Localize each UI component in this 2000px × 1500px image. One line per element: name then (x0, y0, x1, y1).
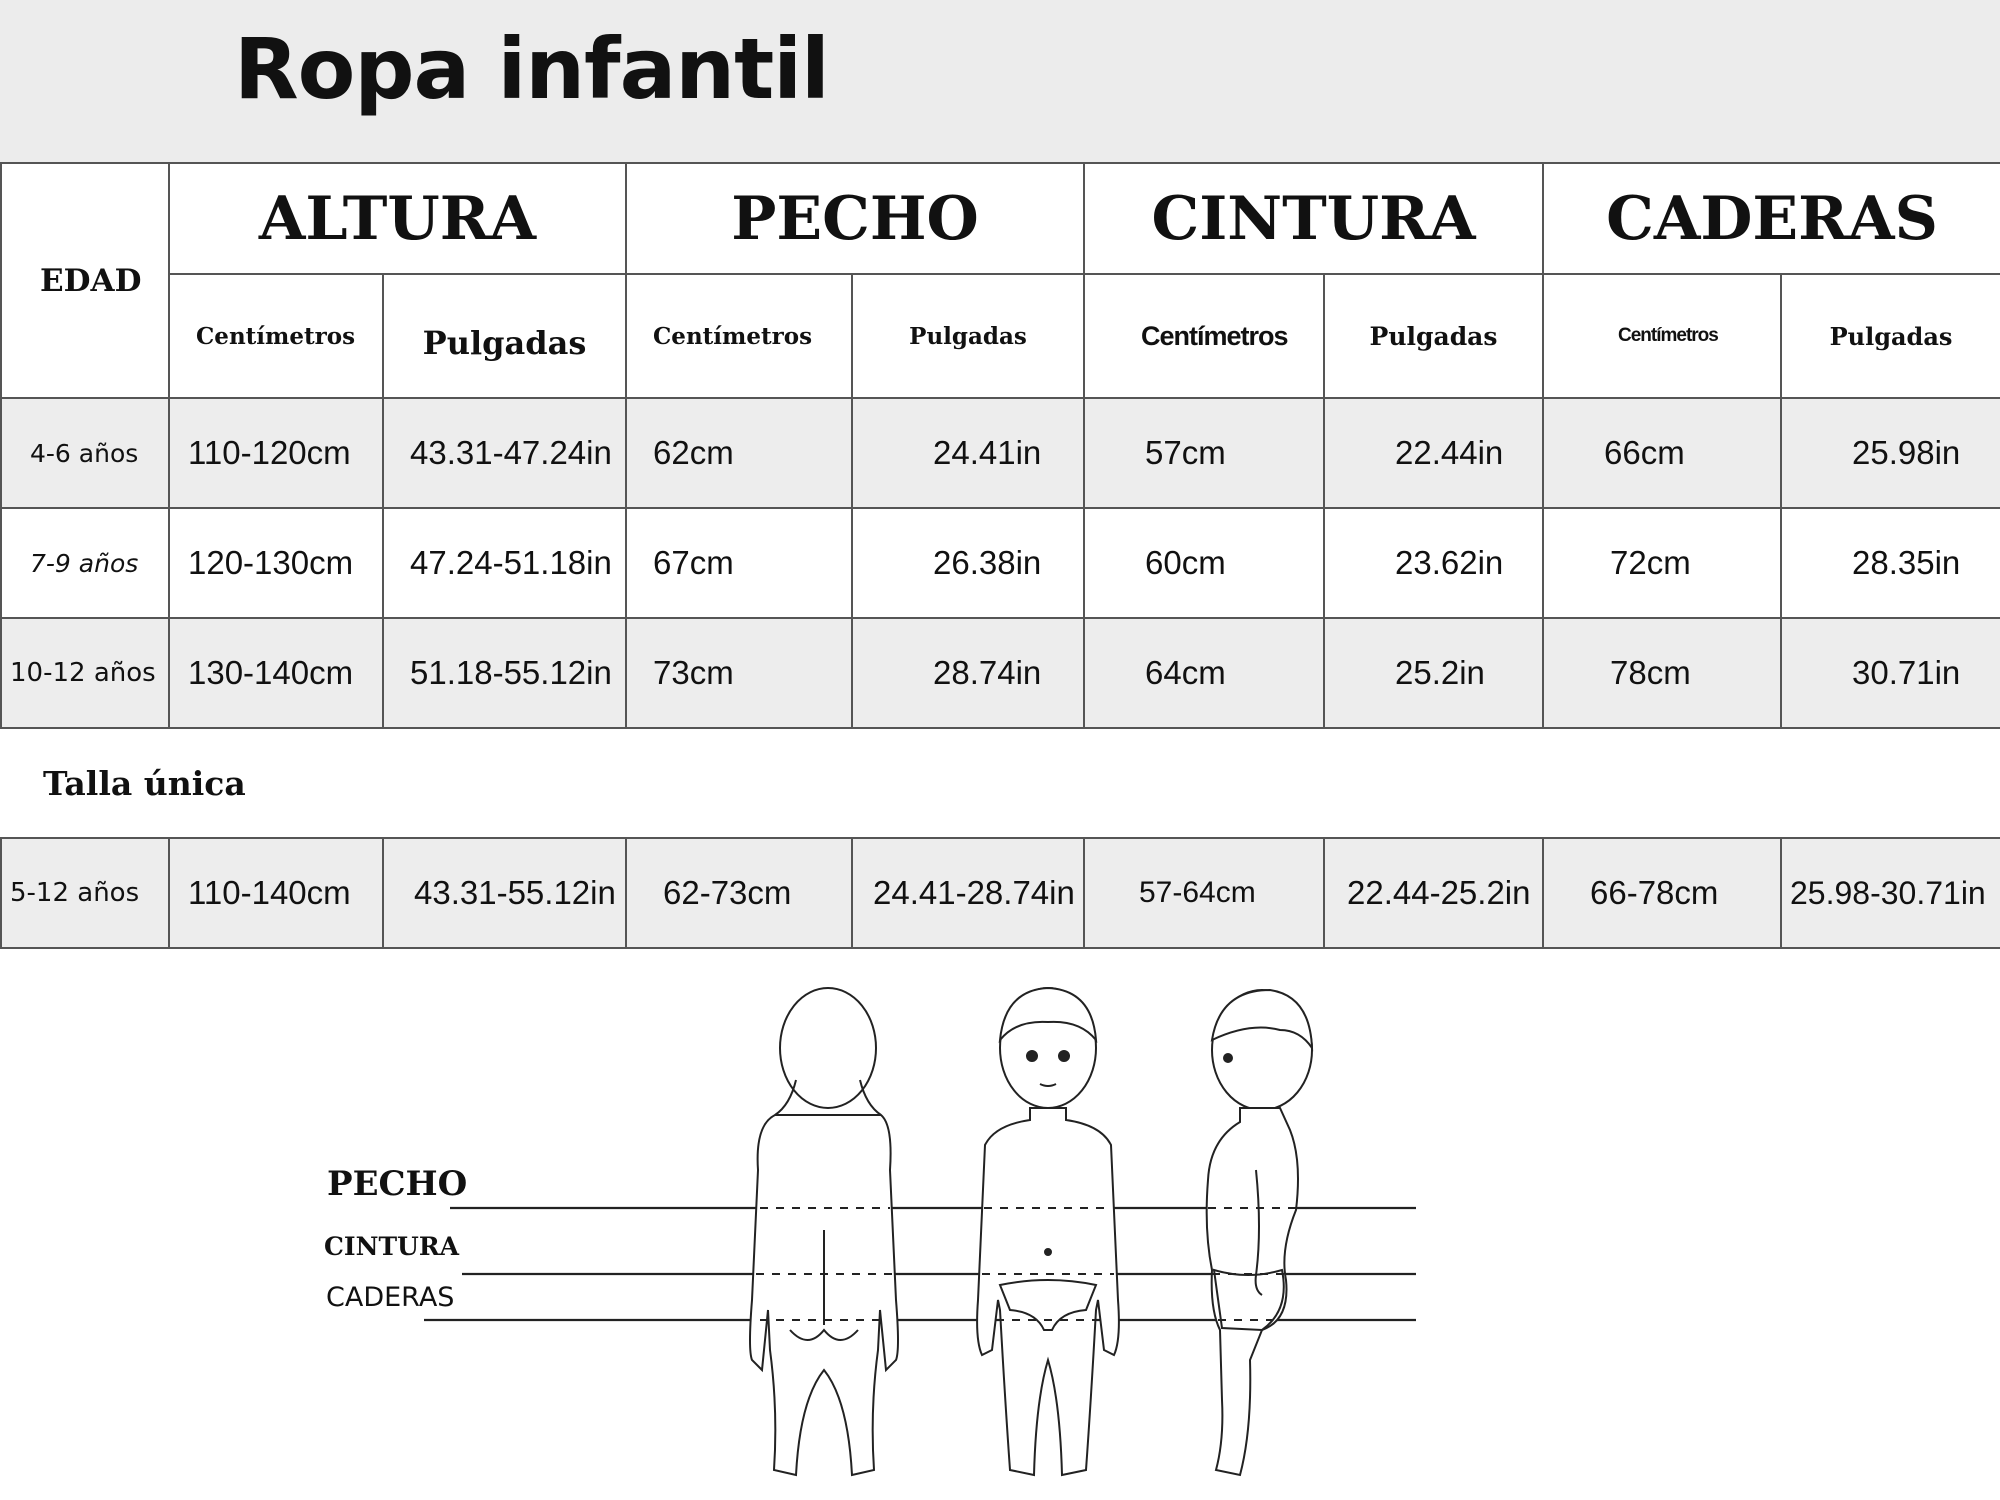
value-cell: 24.41-28.74in (852, 838, 1084, 948)
value-cell: 28.74in (852, 618, 1084, 728)
value-cell: 57-64cm (1084, 838, 1324, 948)
age-cell: 4-6 años (1, 398, 169, 508)
measurement-diagram (0, 930, 2000, 1500)
caderas-in-subheader: Pulgadas (1781, 274, 2000, 398)
single-size-label-row (1, 728, 2000, 838)
caderas-cm-subheader: Centímetros (1543, 274, 1781, 398)
table-row (1, 618, 2000, 728)
value-cell: 57cm (1084, 398, 1324, 508)
value-cell: 66cm (1543, 398, 1781, 508)
caderas-header: CADERAS (1543, 163, 2000, 274)
size-chart-table (0, 162, 2000, 949)
value-cell: 43.31-47.24in (383, 398, 626, 508)
age-cell: 7-9 años (1, 508, 169, 618)
altura-cm-subheader: Centímetros (169, 274, 383, 398)
table-row (1, 398, 2000, 508)
cintura-cm-subheader: Centímetros (1084, 274, 1324, 398)
value-cell: 110-140cm (169, 838, 383, 948)
pecho-label: PECHO (327, 1164, 468, 1204)
value-cell: 73cm (626, 618, 852, 728)
altura-header: ALTURA (169, 163, 626, 274)
age-cell: 10-12 años (1, 618, 169, 728)
value-cell: 30.71in (1781, 618, 2000, 728)
value-cell: 51.18-55.12in (383, 618, 626, 728)
caderas-label: CADERAS (326, 1282, 455, 1313)
value-cell: 25.98-30.71in (1781, 838, 2000, 948)
single-size-label: Talla única (1, 728, 2000, 838)
value-cell: 25.98in (1781, 398, 2000, 508)
table-row (1, 508, 2000, 618)
value-cell: 120-130cm (169, 508, 383, 618)
value-cell: 62cm (626, 398, 852, 508)
value-cell: 26.38in (852, 508, 1084, 618)
pecho-in-subheader: Pulgadas (852, 274, 1084, 398)
child-side-view (1207, 990, 1312, 1475)
cintura-in-subheader: Pulgadas (1324, 274, 1543, 398)
page-title: Ropa infantil (234, 20, 829, 118)
value-cell: 24.41in (852, 398, 1084, 508)
child-front-view (977, 988, 1119, 1475)
cintura-label: CINTURA (324, 1232, 460, 1261)
pecho-cm-subheader: Centímetros (626, 274, 852, 398)
value-cell: 22.44-25.2in (1324, 838, 1543, 948)
value-cell: 23.62in (1324, 508, 1543, 618)
altura-in-subheader: Pulgadas (383, 274, 626, 398)
child-back-view (750, 988, 898, 1475)
pecho-header: PECHO (626, 163, 1084, 274)
value-cell: 72cm (1543, 508, 1781, 618)
value-cell: 64cm (1084, 618, 1324, 728)
value-cell: 22.44in (1324, 398, 1543, 508)
value-cell: 130-140cm (169, 618, 383, 728)
cintura-header: CINTURA (1084, 163, 1543, 274)
children-illustration (0, 930, 2000, 1500)
age-cell: 5-12 años (1, 838, 169, 948)
value-cell: 67cm (626, 508, 852, 618)
value-cell: 110-120cm (169, 398, 383, 508)
edad-header: EDAD (1, 163, 169, 398)
value-cell: 28.35in (1781, 508, 2000, 618)
value-cell: 43.31-55.12in (383, 838, 626, 948)
value-cell: 25.2in (1324, 618, 1543, 728)
value-cell: 47.24-51.18in (383, 508, 626, 618)
value-cell: 60cm (1084, 508, 1324, 618)
value-cell: 66-78cm (1543, 838, 1781, 948)
value-cell: 62-73cm (626, 838, 852, 948)
value-cell: 78cm (1543, 618, 1781, 728)
